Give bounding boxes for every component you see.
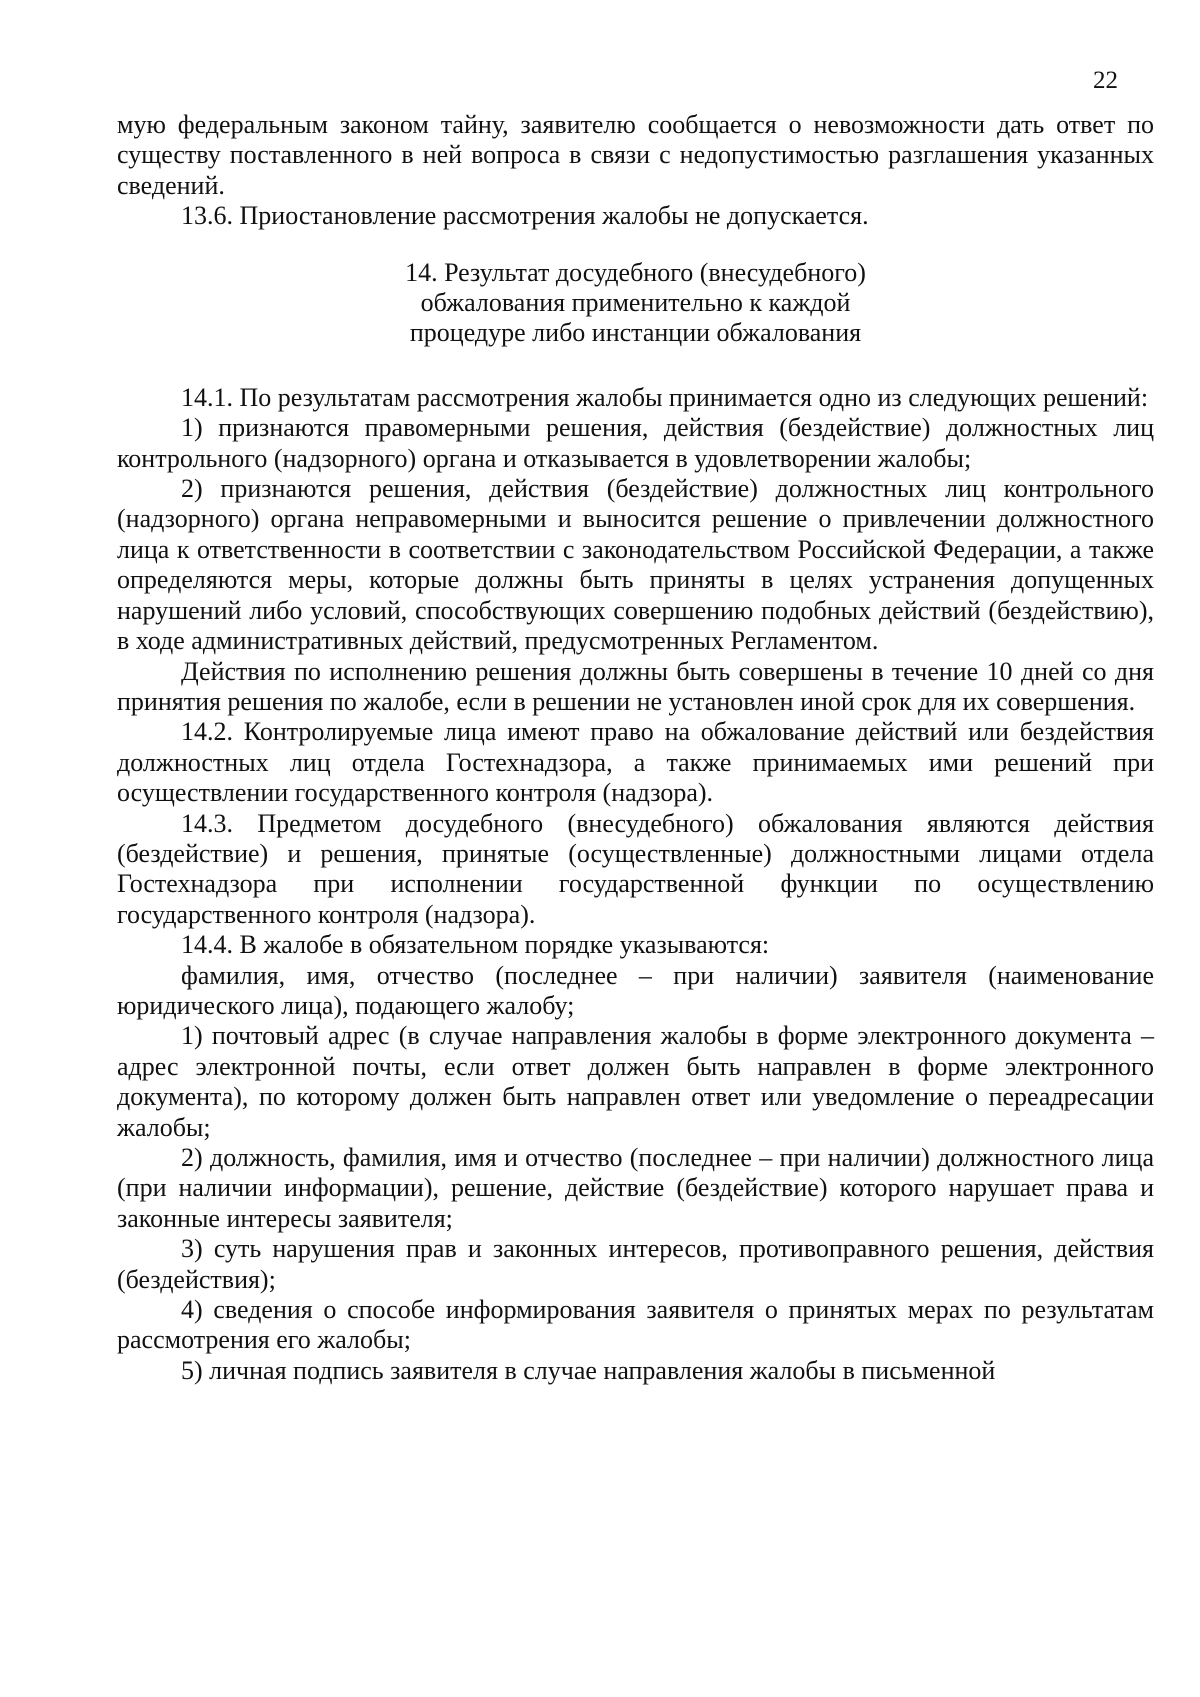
page-number: 22 (1093, 67, 1118, 94)
heading-line: процедуре либо инстанции обжалования (409, 318, 862, 348)
heading-line: 14. Результат досудебного (внесудебного) (405, 257, 866, 287)
paragraph: 5) личная подпись заявителя в случае направления жалобы в письменной (181, 1355, 996, 1385)
paragraph: 1) признаются правомерными решения, действия (бездействие) должностных лиц контрольного (надзорного) органа и отказывается в удовлетворении жалобы; (117, 413, 1154, 473)
paragraph: 2) должность, фамилия, имя и отчество (последнее – при наличии) должностного лица (при наличии информации), решение, действие (бездействие) которого нарушает права и законные интересы заявителя; (117, 1143, 1154, 1233)
paragraph: 14.1. По результатам рассмотрения жалобы принимается одно из следующих решений: (181, 382, 1149, 412)
paragraph: 13.6. Приостановление рассмотрения жалобы не допускается. (181, 201, 869, 231)
paragraph: фамилия, имя, отчество (последнее – при наличии) заявителя (наименование юридического лица), подающего жалобу; (117, 960, 1154, 1020)
paragraph: 1) почтовый адрес (в случае направления жалобы в форме электронного документа – адрес электронной почты, если ответ должен быть направлен в форме электронного документа), по которому должен быть направлен ответ или уведомление о переадресации жалобы; (117, 1021, 1154, 1142)
section-heading (117, 258, 1154, 349)
paragraph: Действия по исполнению решения должны быть совершены в течение 10 дней со дня принятия решения по жалобе, если в решении не установлен иной срок для их совершения. (117, 656, 1154, 716)
paragraph: 4) сведения о способе информирования заявителя о принятых мерах по результатам рассмотрения его жалобы; (117, 1295, 1154, 1355)
paragraph: 2) признаются решения, действия (бездействие) должностных лиц контрольного (надзорного) органа неправомерными и выносится решение о привлечении должностного лица к ответственности в соответствии с законодательством Российской Федерации, а также определяются меры, которые должны быть приняты в целях устранения допущенных нарушений либо условий, способствующих совершению подобных действий (бездействию), в ходе административных действий, предусмотренных Регламентом. (117, 474, 1154, 656)
document-body (117, 110, 1154, 1386)
paragraph: 3) суть нарушения прав и законных интересов, противоправного решения, действия (бездействия); (117, 1234, 1154, 1294)
paragraph: 14.3. Предметом досудебного (внесудебного) обжалования являются действия (бездействие) и решения, принятые (осуществленные) должностными лицами отдела Гостехнадзора при исполнении государственной функции по осуществлению государственного контроля (надзора). (117, 808, 1154, 929)
heading-line: обжалования применительно к каждой (420, 288, 851, 318)
paragraph: 14.2. Контролируемые лица имеют право на обжалование действий или бездействия должностных лиц отдела Гостехнадзора, а также принимаемых ими решений при осуществлении государственного контроля (надзора). (117, 717, 1154, 808)
paragraph: мую федеральным законом тайну, заявителю сообщается о невозможности дать ответ по существу поставленного в ней вопроса в связи с недопустимостью разглашения указанных сведений. (117, 110, 1154, 200)
paragraph: 14.4. В жалобе в обязательном порядке указываются: (181, 930, 770, 960)
